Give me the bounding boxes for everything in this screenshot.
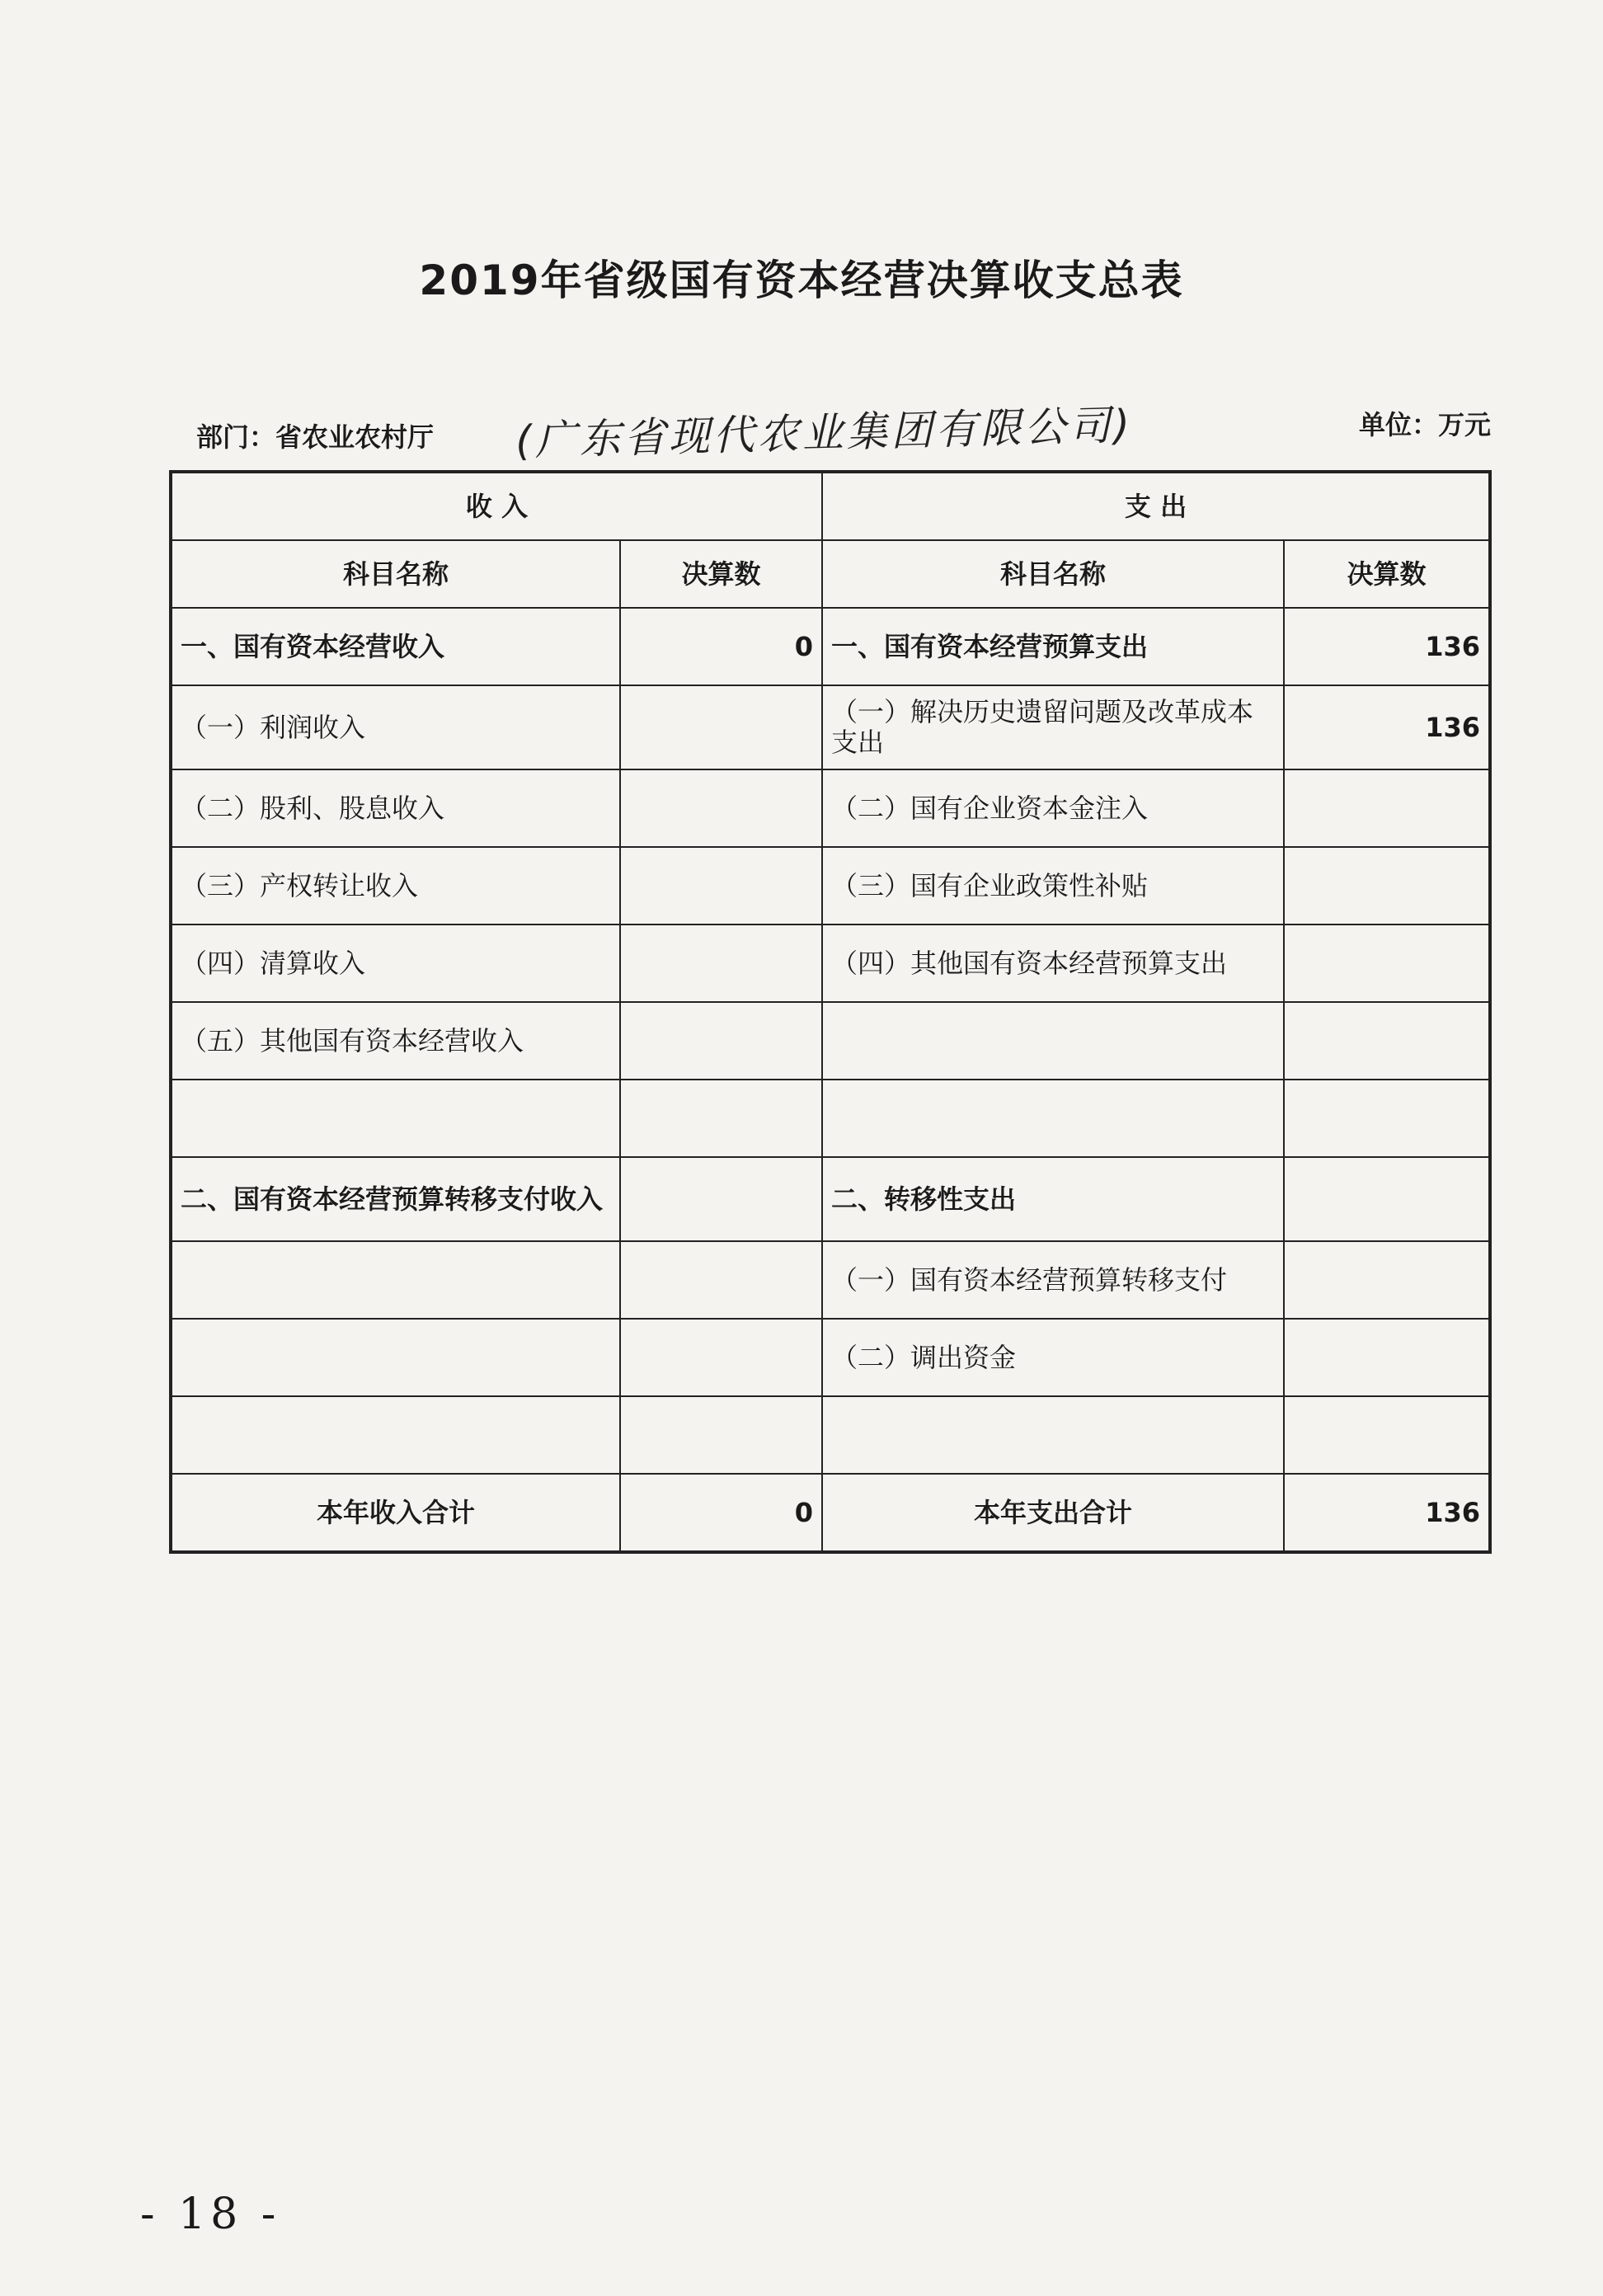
income-name: 二、国有资本经营预算转移支付收入 — [171, 1157, 620, 1241]
expense-total-value: 136 — [1284, 1474, 1490, 1552]
expense-value — [1284, 925, 1490, 1002]
income-total-label: 本年收入合计 — [171, 1474, 620, 1552]
expense-name: 二、转移性支出 — [822, 1157, 1284, 1241]
table-subheader-row — [171, 540, 1490, 608]
table-row — [171, 847, 1490, 925]
income-name: （五）其他国有资本经营收入 — [171, 1002, 620, 1080]
expense-value — [1284, 1157, 1490, 1241]
expense-value — [1284, 1002, 1490, 1080]
expense-value — [1284, 847, 1490, 925]
expense-subject-header: 科目名称 — [822, 540, 1284, 608]
income-name: （一）利润收入 — [171, 685, 620, 769]
income-value — [620, 769, 822, 847]
income-value — [620, 925, 822, 1002]
income-amount-header: 决算数 — [620, 540, 822, 608]
expense-value — [1284, 1241, 1490, 1319]
income-value — [620, 1157, 822, 1241]
income-header: 收 入 — [171, 472, 822, 540]
income-name — [171, 1241, 620, 1319]
table-row — [171, 1157, 1490, 1241]
expense-name: （四）其他国有资本经营预算支出 — [822, 925, 1284, 1002]
table-row — [171, 1396, 1490, 1474]
department-label: 部门：省农业农村厅 — [196, 421, 435, 453]
table-row — [171, 925, 1490, 1002]
unit-label: 单位：万元 — [1359, 409, 1492, 440]
income-value — [620, 1002, 822, 1080]
table-row — [171, 769, 1490, 847]
expense-value — [1284, 1080, 1490, 1157]
expense-name — [822, 1396, 1284, 1474]
income-name — [171, 1396, 620, 1474]
expense-header: 支 出 — [822, 472, 1490, 540]
expense-name: （二）调出资金 — [822, 1319, 1284, 1396]
expense-amount-header: 决算数 — [1284, 540, 1490, 608]
expense-name: （二）国有企业资本金注入 — [822, 769, 1284, 847]
income-subject-header: 科目名称 — [171, 540, 620, 608]
expense-name: （三）国有企业政策性补贴 — [822, 847, 1284, 925]
expense-total-label: 本年支出合计 — [822, 1474, 1284, 1552]
expense-name: （一）解决历史遗留问题及改革成本支出 — [822, 685, 1284, 769]
income-value — [620, 1241, 822, 1319]
income-total-value: 0 — [620, 1474, 822, 1552]
table-row — [171, 1002, 1490, 1080]
table-row — [171, 608, 1490, 685]
income-value — [620, 1319, 822, 1396]
budget-table — [169, 470, 1492, 1554]
table-row — [171, 1241, 1490, 1319]
income-value — [620, 847, 822, 925]
expense-name — [822, 1080, 1284, 1157]
table-header-row — [171, 472, 1490, 540]
handwritten-note: (广东省现代农业集团有限公司) — [515, 401, 1134, 465]
expense-name — [822, 1002, 1284, 1080]
expense-name: 一、国有资本经营预算支出 — [822, 608, 1284, 685]
income-name — [171, 1319, 620, 1396]
income-name: （四）清算收入 — [171, 925, 620, 1002]
expense-value — [1284, 769, 1490, 847]
expense-value: 136 — [1284, 685, 1490, 769]
income-name: （二）股利、股息收入 — [171, 769, 620, 847]
income-name: 一、国有资本经营收入 — [171, 608, 620, 685]
expense-name: （一）国有资本经营预算转移支付 — [822, 1241, 1284, 1319]
income-value — [620, 685, 822, 769]
table-row — [171, 1080, 1490, 1157]
page-title: 2019年省级国有资本经营决算收支总表 — [419, 256, 1184, 304]
page-number: - 18 - — [140, 2190, 281, 2239]
income-name — [171, 1080, 620, 1157]
income-value — [620, 1396, 822, 1474]
expense-value — [1284, 1396, 1490, 1474]
income-name: （三）产权转让收入 — [171, 847, 620, 925]
expense-value: 136 — [1284, 608, 1490, 685]
expense-value — [1284, 1319, 1490, 1396]
income-value: 0 — [620, 608, 822, 685]
table-row — [171, 1319, 1490, 1396]
income-value — [620, 1080, 822, 1157]
totals-row — [171, 1474, 1490, 1552]
table-row — [171, 685, 1490, 769]
